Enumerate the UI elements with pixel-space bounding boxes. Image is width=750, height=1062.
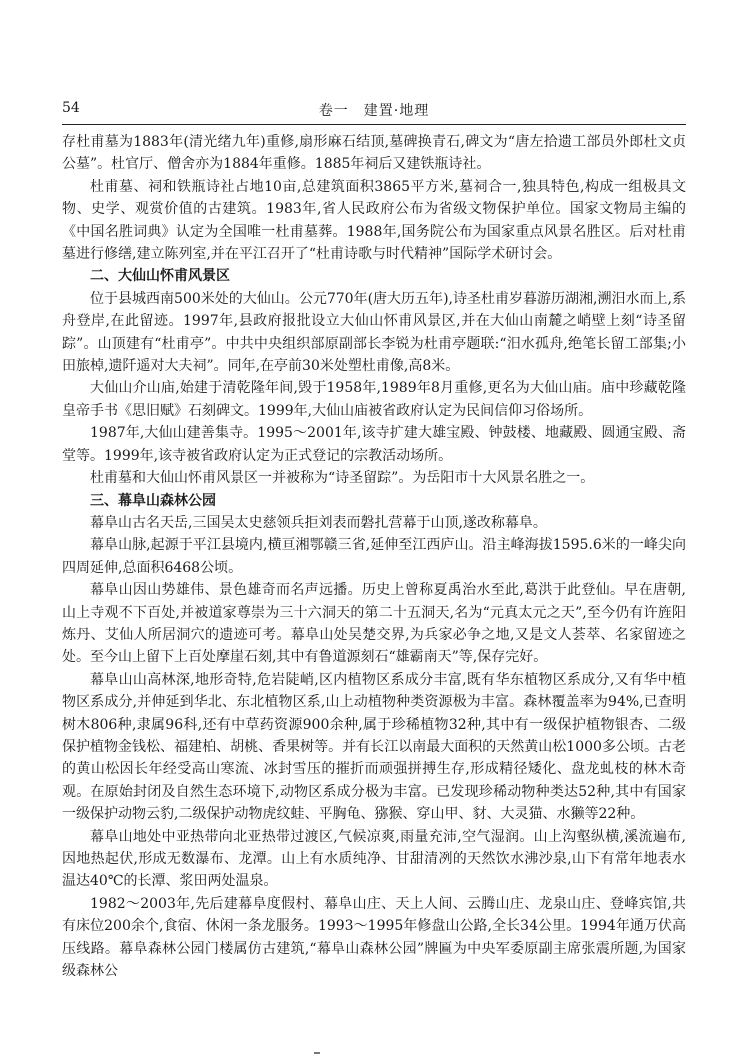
page-number: 54 xyxy=(62,100,80,116)
scan-speck xyxy=(314,1052,320,1054)
paragraph-daxianshan-temple: 大仙山介山庙,始建于清乾隆年间,毁于1958年,1989年8月重修,更名为大仙山庙。庙中珍藏乾隆皇帝手书《思旧赋》石刻碑文。1999年,大仙山庙被省政府认定为民间信仰习俗场所。 xyxy=(62,380,686,419)
paragraph-mufushan-history: 幕阜山因山势雄伟、景色雄奇而名声远播。历史上曾称夏禹治水至此,葛洪于此登仙。早在唐朝,山上寺观不下百处,并被道家尊崇为三十六洞天的第二十五洞天,名为“元真太元之天”,至今仍有许旌阳炼丹、艾仙人所居洞穴的遗迹可考。幕阜山处吴楚交界,为兵家必争之地,又是文人荟萃、名家留迹之处。至今山上留下上百处摩崖石刻,其中有鲁道源刻石“雄霸南天”等,保存完好。 xyxy=(62,582,686,666)
page-header xyxy=(62,98,686,120)
paragraph-mufushan-ecology: 幕阜山山高林深,地形奇特,危岩陡峭,区内植物区系成分丰富,既有华东植物区系成分,又有华中植物区系成分,并伸延到华北、东北植物区系,山上动植物种类资源极为丰富。森林覆盖率为94%,已查明树木806种,隶属96科,还有中草药资源900余种,属于珍稀植物32种,其中有一级保护植物银杏、二级保护植物金钱松、福建柏、胡桃、香果树等。并有长江以南最大面积的天然黄山松1000多公顷。古老的黄山松因长年经受高山寒流、冰封雪压的摧折而顽强拼搏生存,形成精径矮化、盘龙虬枝的林木奇观。在原始封闭及自然生态环境下,动物区系成分极为丰富。已发现珍稀动物种类达52种,其中有国家一级保护动物云豹,二级保护动物虎纹蛙、平胸龟、猕猴、穿山甲、豺、大灵猫、水獭等22种。 xyxy=(62,671,686,823)
header-rule xyxy=(62,124,686,125)
paragraph-shisheng-liuzong: 杜甫墓和大仙山怀甫风景区一并被称为“诗圣留踪”。为岳阳市十大风景名胜之一。 xyxy=(90,470,595,487)
paragraph-mufushan-name: 幕阜山古名天岳,三国吴太史慈领兵拒刘表而磐扎营幕于山顶,遂改称幕阜。 xyxy=(90,514,547,531)
paragraph-daxianshan-location: 位于县城西南500米处的大仙山。公元770年(唐大历五年),诗圣杜甫岁暮游历湖湘,溯汨水而上,系舟登岸,在此留迹。1997年,县政府报批设立大仙山怀甫风景区,并在大仙山南麓之峭壁上刻“诗圣留踪”。山顶建有“杜甫亭”。中共中央组织部原副部长李锐为杜甫亭题联:“汨水孤舟,绝笔长留工部集;小田旅棹,遗阡遥对大夫祠”。同年,在亭前30米处塑杜甫像,高8米。 xyxy=(62,290,686,375)
paragraph-du-fu-tomb-protection: 杜甫墓、祠和铁瓶诗社占地10亩,总建筑面积3865平方米,墓祠合一,独具特色,构成一组极具文物、史学、观赏价值的古建筑。1983年,省人民政府公布为省级文物保护单位。国家文物局主编的《中国名胜词典》认定为全国唯一杜甫墓葬。1988年,国务院公布为国家重点风景名胜区。后对杜甫墓进行修缮,建立陈列室,并在平江召开了“杜甫诗歌与时代精神”国际学术研讨会。 xyxy=(62,178,686,263)
section-heading-mufushan: 三、幕阜山森林公园 xyxy=(90,492,216,509)
running-head: 卷一 建置·地理 xyxy=(318,103,430,119)
paragraph-mufushan-climate: 幕阜山地处中亚热带向北亚热带过渡区,气候凉爽,雨量充沛,空气湿润。山上沟壑纵横,溪流遍布,因地热起伏,形成无数瀑布、龙潭。山上有水质纯净、甘甜清冽的天然饮水沸沙泉,山下有常年地表水温达40℃的长潭、浆田两处温泉。 xyxy=(62,828,686,890)
paragraph-mufushan-development: 1982～2003年,先后建幕阜度假村、幕阜山庄、天上人间、云腾山庄、龙泉山庄、登峰宾馆,共有床位200余个,食宿、休闲一条龙服务。1993～1995年修盘山公路,全长34公里。1994年通万伏高压线路。幕阜森林公园门楼属仿古建筑,“幕阜山森林公园”牌匾为中央军委原副主席张震所题,为国家级森林公 xyxy=(62,895,686,980)
section-heading-daxianshan: 二、大仙山怀甫风景区 xyxy=(90,268,230,285)
paragraph-shanji-temple: 1987年,大仙山建善集寺。1995～2001年,该寺扩建大雄宝殿、钟鼓楼、地藏殿、圆通宝殿、斋堂等。1999年,该寺被省政府认定为正式登记的宗教活动场所。 xyxy=(62,425,686,464)
page-body xyxy=(62,131,686,982)
paragraph-mufushan-range: 幕阜山脉,起源于平江县境内,横亘湘鄂赣三省,延伸至江西庐山。沿主峰海拔1595.6米的一峰尖向四周延伸,总面积6468公顷。 xyxy=(62,537,686,576)
paragraph-du-fu-tomb-rebuild: 存杜甫墓为1883年(清光绪九年)重修,扇形麻石结顶,墓碑换青石,碑文为“唐左拾遗工部员外郎杜文贞公墓”。杜官厅、僧舍亦为1884年重修。1885年祠后又建铁瓶诗社。 xyxy=(62,134,686,173)
